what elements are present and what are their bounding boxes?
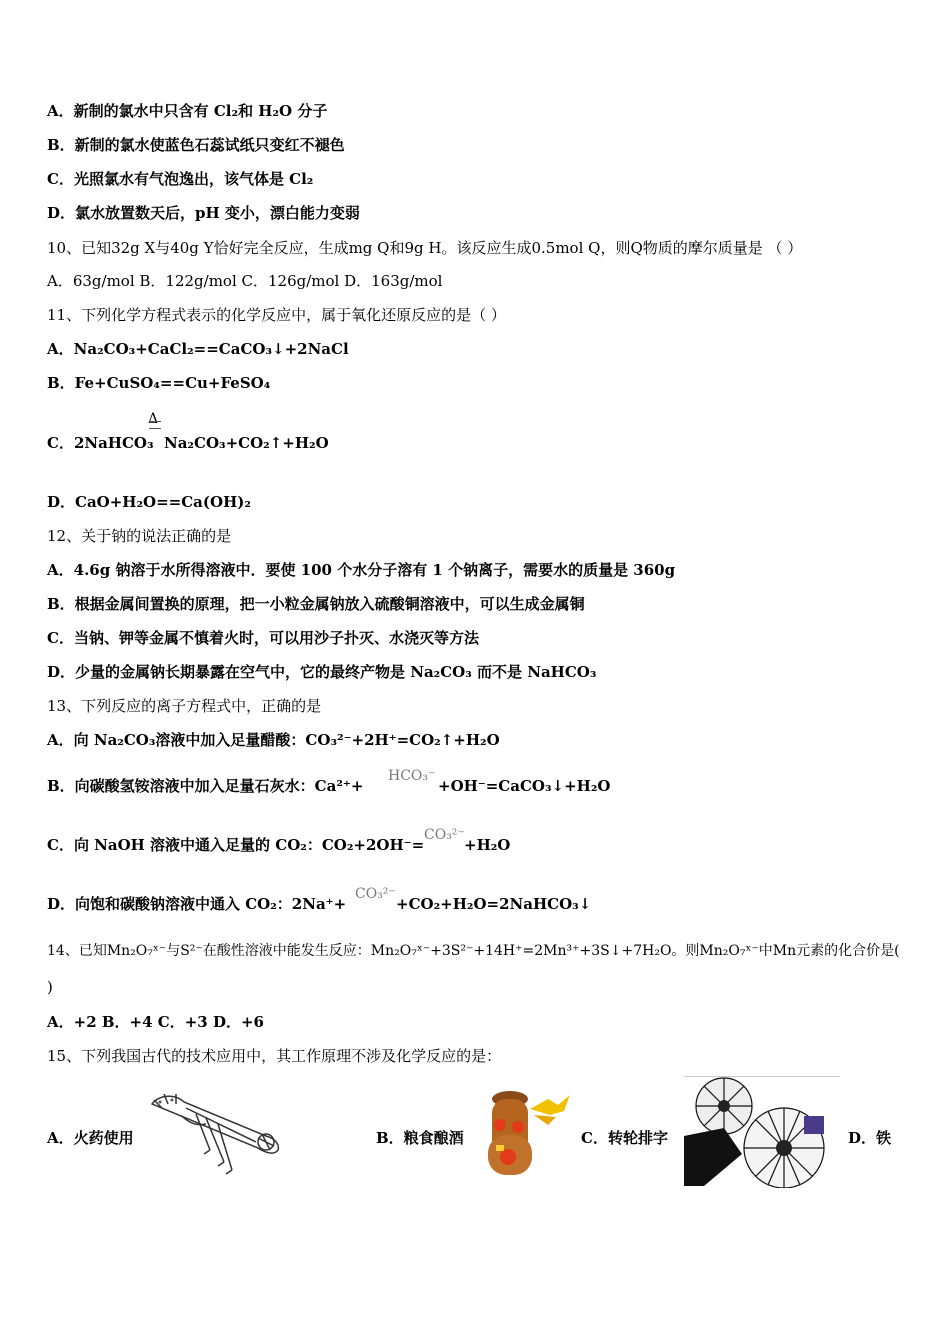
q12-option-a: A．4.6g 钠溶于水所得溶液中．要使 100 个水分子溶有 1 个钠离子，需要水的质量是 360g (47, 561, 676, 579)
q13-option-b-left: B．向碳酸氢铵溶液中加入足量石灰水：Ca²⁺+ (47, 777, 364, 795)
q13-option-a: A．向 Na₂CO₃溶液中加入足量醋酸：CO₃²⁻+2H⁺=CO₂↑+H₂O (47, 731, 500, 749)
q13-option-d-ion: CO₃²⁻ (355, 886, 396, 902)
q13-option-c-left: C．向 NaOH 溶液中通入足量的 CO₂：CO₂+2OH⁻= (47, 836, 425, 854)
brewing-jar-image (478, 1085, 574, 1185)
q13-option-d-right: +CO₂+H₂O=2NaHCO₃↓ (396, 895, 592, 913)
q10-stem: 10、已知32g X与40g Y恰好完全反应，生成mg Q和9g H。该反应生成0.5mol Q，则Q物质的摩尔质量是 （ ） (47, 239, 803, 257)
q9-option-a: A．新制的氯水中只含有 Cl₂和 H₂O 分子 (47, 102, 328, 120)
q11-option-a: A．Na₂CO₃+CaCl₂==CaCO₃↓+2NaCl (47, 340, 349, 358)
q15-option-a: A．火药使用 (47, 1129, 134, 1147)
q12-option-b: B．根据金属间置换的原理，把一小粒金属钠放入硫酸铜溶液中，可以生成金属铜 (47, 595, 585, 613)
q14-stem-end: ) (47, 978, 53, 996)
q13-stem: 13、下列反应的离子方程式中，正确的是 (47, 697, 322, 715)
q15-option-c: C．转轮排字 (581, 1129, 668, 1147)
q12-option-d: D．少量的金属钠长期暴露在空气中，它的最终产物是 Na₂CO₃ 而不是 NaHCO₃ (47, 663, 597, 681)
q12-option-c: C．当钠、钾等金属不慎着火时，可以用沙子扑灭、水浇灭等方法 (47, 629, 479, 647)
q13-option-c-right: +H₂O (464, 836, 511, 854)
rotating-type-wheel-image (684, 1076, 840, 1188)
q14-options: A．+2 B．+4 C．+3 D．+6 (47, 1013, 264, 1031)
q11-stem: 11、下列化学方程式表示的化学反应中，属于氧化还原反应的是（ ） (47, 306, 506, 324)
q15-option-d: D．铁 (848, 1129, 892, 1147)
gunpowder-rocket-image (146, 1090, 286, 1182)
q15-option-b: B．粮食酿酒 (376, 1129, 464, 1147)
q15-stem: 15、下列我国古代的技术应用中，其工作原理不涉及化学反应的是： (47, 1047, 502, 1065)
q11-delta-symbol: Δ (148, 411, 159, 427)
q13-option-b-right: +OH⁻=CaCO₃↓+H₂O (438, 777, 611, 795)
q14-stem: 14、已知Mn₂O₇ˣ⁻与S²⁻在酸性溶液中能发生反应：Mn₂O₇ˣ⁻+3S²⁻+14H⁺=2Mn³⁺+3S↓+7H₂O。则Mn₂O₇ˣ⁻中Mn元素的化合价是( (47, 943, 900, 959)
q9-option-c: C．光照氯水有气泡逸出，该气体是 Cl₂ (47, 170, 314, 188)
q13-option-c-ion: CO₃²⁻ (424, 827, 465, 843)
q13-option-b-ion: HCO₃⁻ (388, 768, 436, 784)
q11-option-c-left: C．2NaHCO₃ (47, 434, 154, 452)
q9-option-d: D．氯水放置数天后，pH 变小，漂白能力变弱 (47, 204, 360, 222)
q11-equals-sign (149, 421, 161, 429)
q13-option-d-left: D．向饱和碳酸钠溶液中通入 CO₂：2Na⁺+ (47, 895, 347, 913)
q9-option-b: B．新制的氯水使蓝色石蕊试纸只变红不褪色 (47, 136, 345, 154)
q10-options: A．63g/mol B．122g/mol C．126g/mol D．163g/mol (47, 272, 443, 290)
q11-option-c-right: Na₂CO₃+CO₂↑+H₂O (164, 434, 329, 452)
q11-option-b: B．Fe+CuSO₄==Cu+FeSO₄ (47, 374, 271, 392)
q11-option-d: D．CaO+H₂O==Ca(OH)₂ (47, 493, 251, 511)
q12-stem: 12、关于钠的说法正确的是 (47, 527, 232, 545)
